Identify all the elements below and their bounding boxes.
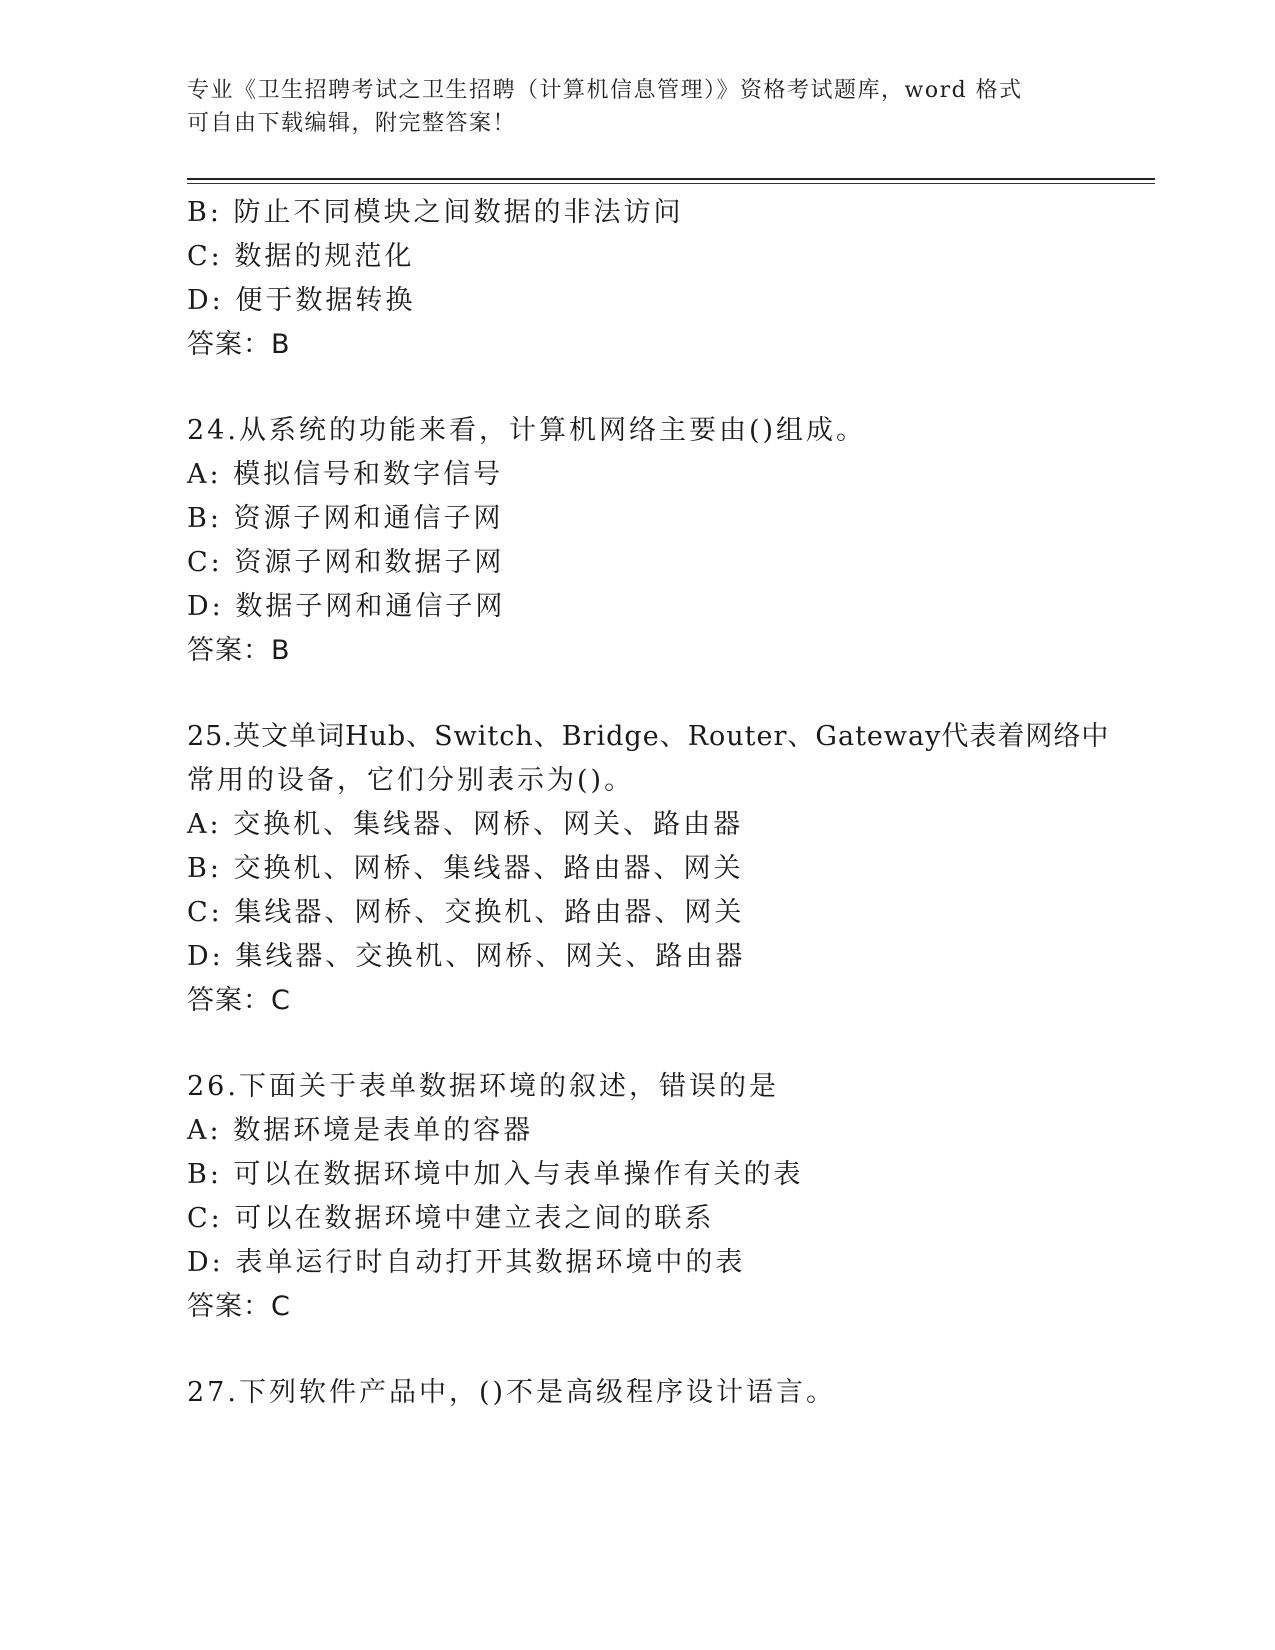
- header-line-2: 可自由下载编辑，附完整答案！: [187, 111, 517, 136]
- q27-stem: 27.下列软件产品中，()不是高级程序设计语言。: [187, 1377, 837, 1408]
- q25-answer: 答案：C: [187, 985, 291, 1016]
- q23-option-d: D: 便于数据转换: [187, 285, 416, 316]
- q25-option-a: A: 交换机、集线器、网桥、网关、路由器: [187, 809, 744, 840]
- header-line-1: 专业《卫生招聘考试之卫生招聘（计算机信息管理）》资格考试题库，word 格式: [187, 78, 1023, 103]
- q25-option-b: B: 交换机、网桥、集线器、路由器、网关: [187, 853, 744, 884]
- q24-stem: 24.从系统的功能来看，计算机网络主要由()组成。: [187, 415, 867, 446]
- header-divider-thick: [187, 178, 1155, 180]
- q26-answer: 答案：C: [187, 1291, 291, 1322]
- q25-stem-line-1: 25.英文单词Hub、Switch、Bridge、Router、Gateway代表着网络中: [187, 721, 1110, 752]
- q26-option-b: B: 可以在数据环境中加入与表单操作有关的表: [187, 1159, 804, 1190]
- q24-option-a: A: 模拟信号和数字信号: [187, 459, 504, 490]
- q26-option-a: A: 数据环境是表单的容器: [187, 1115, 534, 1146]
- q26-option-c: C: 可以在数据环境中建立表之间的联系: [187, 1203, 715, 1234]
- q26-stem: 26.下面关于表单数据环境的叙述，错误的是: [187, 1071, 779, 1102]
- q23-answer: 答案：B: [187, 329, 291, 360]
- q23-option-b: B: 防止不同模块之间数据的非法访问: [187, 197, 684, 228]
- q25-option-c: C: 集线器、网桥、交换机、路由器、网关: [187, 897, 745, 928]
- q24-answer: 答案：B: [187, 635, 291, 666]
- header-divider-thin: [187, 183, 1155, 184]
- q25-option-d: D: 集线器、交换机、网桥、网关、路由器: [187, 941, 746, 972]
- q25-stem-line-2: 常用的设备，它们分别表示为()。: [187, 765, 635, 796]
- q23-option-c: C: 数据的规范化: [187, 241, 415, 272]
- q26-option-d: D: 表单运行时自动打开其数据环境中的表: [187, 1247, 746, 1278]
- q24-option-b: B: 资源子网和通信子网: [187, 503, 504, 534]
- document-header: [187, 74, 1087, 140]
- q24-option-d: D: 数据子网和通信子网: [187, 591, 506, 622]
- q24-option-c: C: 资源子网和数据子网: [187, 547, 505, 578]
